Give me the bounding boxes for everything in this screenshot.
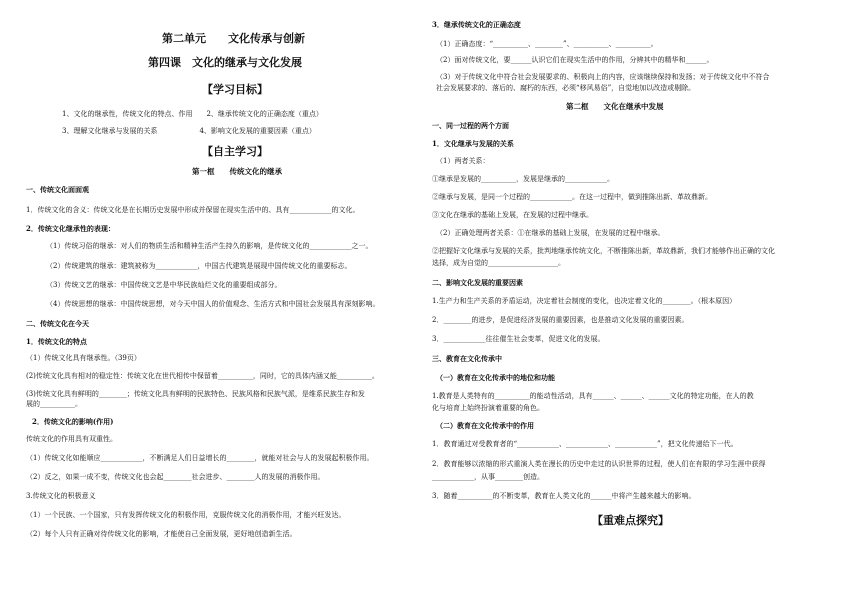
self-study-heading: 【自主学习】 [202,145,268,158]
key-heading: 【重难点探究】 [592,514,669,527]
paragraph: ②把握好文化继承与发展的关系，批判地继承传统文化，不断推陈出新，革故鼎新，我们才能够作出正确的文化 [432,247,775,255]
paragraph: 1．传统文化的含义：传统文化是在长期历史发展中形成并保留在现实生活中的、具有____________的文化。 [26,206,360,214]
paragraph: （二）教育在文化传承中的作用 [436,421,534,430]
unit-title: 第二单元 文化传承与创新 [162,32,305,45]
paragraph: 1．传统文化的特点 [26,337,87,346]
paragraph: ②继承与发展，是同一个过程的____________。在这一过程中，做到推陈出新、革故鼎新。 [432,193,712,201]
paragraph: 2．传统文化的影响(作用) [32,417,114,426]
paragraph: 社会发展要求的、落后的、腐朽的东西，必须“移风易俗”，自觉地加以改造或剔除。 [436,84,696,92]
goals-heading: 【学习目标】 [202,83,268,96]
lesson-title: 第四课 文化的继承与文化发展 [148,56,302,69]
paragraph: 选择，成为自觉的____________________。 [432,259,565,267]
paragraph: 1.教育是人类特有的__________的能动性活动，具有______、______、______文化的特定功能，在人的教 [432,392,754,400]
paragraph: 化与培育上始终扮演着重要的角色。 [432,404,544,412]
section-heading: 三、教育在文化传承中 [432,354,502,363]
paragraph: 3．随着__________的不断变革，教育在人类文化的______中将产生越来越大的影响。 [432,492,696,500]
paragraph: （1）传统习俗的继承：对人们的物质生活和精神生活产生持久的影响，是传统文化的____________之一。 [46,242,373,250]
paragraph: 2．________的进步，是促进经济发展的重要因素，也是推动文化发展的重要因素。 [432,316,689,324]
paragraph: 展的__________。 [26,400,82,408]
frame1-title: 第一框 传统文化的继承 [192,167,282,176]
paragraph: 3.传统文化的积极意义 [26,492,96,500]
paragraph: （3）对于传统文化中符合社会发展要求的、积极向上的内容，应该继续保持和发扬；对于传统文化中不符合 [436,73,770,81]
paragraph: （2）面对传统文化，要______认识它们在现实生活中的作用，分辨其中的精华和______。 [436,56,714,64]
goal-line-1: 1、文化的继承性，传统文化的特点、作用 2、继承传统文化的正确态度（重点） [62,110,323,118]
goal-line-2: 3、理解文化继承与发展的关系 4、影响文化发展的重要因素（重点） [62,127,316,135]
section-heading: 一、传统文化面面观 [26,185,89,194]
paragraph: （1）正确态度：“__________、________”、__________、__________。 [436,40,658,48]
paragraph: （一）教育在文化传承中的地位和功能 [436,373,555,382]
paragraph: （1）一个民族、一个国家，只有发挥传统文化的积极作用，克服传统文化的消极作用，才能兴旺发达。 [26,511,346,519]
paragraph: （2）传统建筑的继承：建筑被称为____________，中国古代建筑是展现中国传统文化的重要标志。 [46,262,352,270]
section-heading: 二、传统文化在今天 [26,319,89,328]
paragraph: ③文化在继承的基础上发展，在发展的过程中继承。 [432,211,593,219]
paragraph: （1）传统文化具有继承性。（39页） [26,354,141,362]
section-heading: 二、影响文化发展的重要因素 [432,278,523,287]
paragraph: 3．继承传统文化的正确态度 [432,20,521,29]
paragraph: 1.生产力和生产关系的矛盾运动，决定着社会制度的变化，也决定着文化的________。（根本原因） [432,297,737,305]
paragraph: ①继承是发展的__________，发展是继承的____________。 [432,175,614,183]
frame2-title: 第二框 文化在继承中发展 [566,102,664,111]
paragraph: ____________，从事________创造。 [432,473,544,481]
paragraph: （2）反之，如果一成不变，传统文化也会起________社会进步、________人的发展的消极作用。 [26,473,325,481]
paragraph: 传统文化的作用具有双重性。 [26,435,117,443]
section-heading: 一、同一过程的两个方面 [432,121,509,130]
paragraph: （1）传统文化如能顺应____________，不断满足人们日益增长的________，就能对社会与人的发展起积极作用。 [26,454,374,462]
paragraph: （3）传统文艺的继承：中国传统文艺是中华民族灿烂文化的重要组成部分。 [46,281,282,289]
paragraph: （4）传统思想的继承：中国传统思想，对今天中国人的价值观念、生活方式和中国社会发展具有深刻影响。 [46,300,380,308]
paragraph: (2)传统文化具有相对的稳定性：传统文化在世代相传中保留着__________，同时，它的具体内涵又能__________。 [26,372,379,380]
paragraph: （1）两者关系： [436,157,490,165]
paragraph: 1．教育通过对受教育者的“____________、____________、____________”，把文化传递给下一代。 [432,440,738,448]
paragraph: （2）正确处理两者关系：①在继承的基础上发展，在发展的过程中继承。 [436,229,665,237]
paragraph: 3．____________往往催生社会变革，促进文化的发展。 [432,335,605,343]
paragraph: 1．文化继承与发展的关系 [432,139,514,148]
paragraph: (3)传统文化具有鲜明的________；传统文化具有鲜明的民族特色、民族风格和民族气派，是维系民族生存和发 [26,390,365,398]
paragraph: 2．传统文化继承性的表现： [26,224,115,233]
paragraph: （2）每个人只有正确对待传统文化的影响，才能使自己全面发展，更好地创造新生活。 [26,530,297,538]
paragraph: 2．教育能够以浓缩的形式重演人类在漫长的历史中走过的认识世界的过程，使人们在有限的学习生涯中获得 [432,460,766,468]
